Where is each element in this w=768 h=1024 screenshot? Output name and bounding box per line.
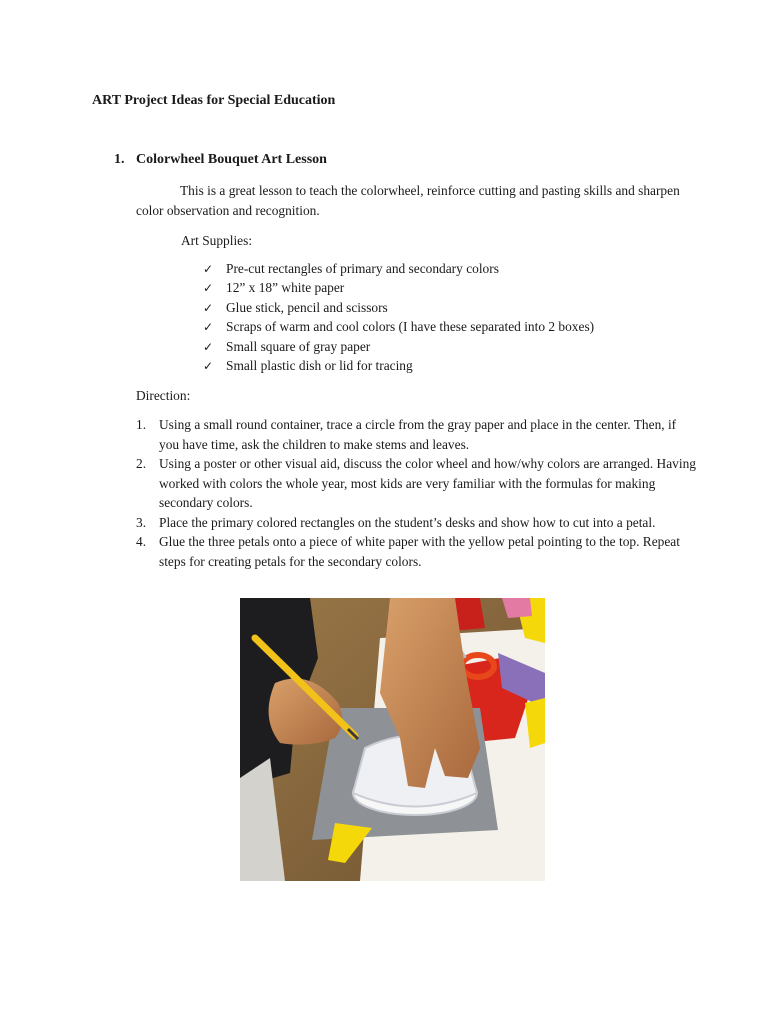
supply-text: Scraps of warm and cool colors (I have these separated into 2 boxes): [226, 319, 595, 335]
directions-list: [136, 415, 696, 571]
supply-text: 12” x 18” white paper: [226, 280, 345, 296]
supply-text: Small plastic dish or lid for tracing: [226, 357, 413, 373]
direction-text: Glue the three petals onto a piece of white paper with the yellow petal pointing to the top. Repeat steps for creating petals for the secondary colors.: [159, 534, 680, 569]
page-title: ART Project Ideas for Special Education: [92, 93, 336, 108]
intro-paragraph: This is a great lesson to teach the colorwheel, reinforce cutting and pasting skills and sharpen color observation and recognition.: [136, 183, 680, 218]
section-heading-text: Colorwheel Bouquet Art Lesson: [136, 152, 327, 167]
supply-item: [203, 259, 594, 278]
supply-item: [203, 337, 594, 356]
tracing-photo: [240, 598, 545, 881]
supplies-list: [203, 259, 594, 375]
direction-text: Place the primary colored rectangles on the student’s desks and show how to cut into a petal.: [159, 514, 656, 530]
check-icon: ✓: [203, 300, 214, 315]
supplies-label: Art Supplies:: [181, 233, 253, 248]
supply-text: Small square of gray paper: [226, 338, 371, 354]
section-number: 1.: [114, 152, 125, 167]
direction-item: [136, 415, 696, 454]
direction-label: Direction:: [136, 388, 191, 403]
direction-item: [136, 532, 696, 571]
section-heading: [114, 152, 327, 168]
direction-item: [136, 513, 696, 533]
direction-number: 4.: [136, 534, 147, 549]
direction-number: 3.: [136, 514, 147, 530]
supply-item: [203, 356, 594, 375]
check-icon: ✓: [203, 281, 214, 296]
supply-item: [203, 278, 594, 297]
supply-text: Pre-cut rectangles of primary and secondary colors: [226, 261, 499, 276]
photo-illustration: [240, 598, 545, 881]
direction-number: 1.: [136, 417, 147, 432]
check-icon: ✓: [203, 262, 214, 276]
supply-text: Glue stick, pencil and scissors: [226, 299, 388, 315]
direction-number: 2.: [136, 456, 147, 471]
supply-item: [203, 317, 594, 336]
check-icon: ✓: [203, 320, 214, 335]
direction-item: [136, 454, 696, 513]
check-icon: ✓: [203, 339, 214, 354]
check-icon: ✓: [203, 358, 214, 373]
direction-text: Using a small round container, trace a circle from the gray paper and place in the center. Then, if you have time, ask the children to make stems and leaves.: [159, 417, 677, 452]
supply-item: [203, 298, 594, 317]
direction-text: Using a poster or other visual aid, discuss the color wheel and how/why colors are arranged. Having worked with colors the whole year, most kids are very familiar with the formulas for making secondary colors.: [159, 456, 696, 510]
